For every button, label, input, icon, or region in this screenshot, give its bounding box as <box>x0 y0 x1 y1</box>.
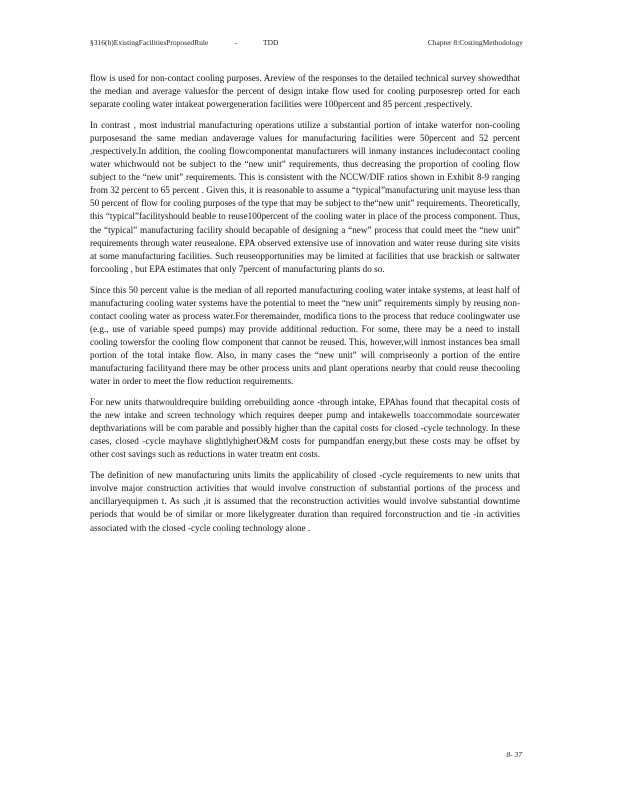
header-chapter-title: Chapter 8:CostingMethodology <box>427 38 523 47</box>
paragraph: For new units thatwouldrequire building orrebuilding aonce -through intake, EPAhas found that thecapital costs of the new intake and screen technology which requires deeper pump and intakewells toaccommodate sourcewater depthvariations will be com parable and possibly higher than the capital costs for closed -cycle technology. In these cases, closed -cycle mayhave slightlyhigherO&M costs for pumpandfan energy,but these costs may be offset by other cost savings such as reductions in water treatm ent costs. <box>90 397 520 460</box>
header-doc-type: TDD <box>263 38 279 47</box>
paragraph: Since this 50 percent value is the median of all reported manufacturing cooling water intake systems, at least half of manufacturing cooling water systems have the potential to meet the “new unit” requirements simply by reusing non- contact cooling water as process water.For theremainder, modifica tions to the process that reduce coolingwater use (e.g., use of variable speed pumps) may provide additional reduction. For some, there may be a need to install cooling towersfor the cooling flow component that cannot be reused. This, however,will inmost instances bea small portion of the total intake flow. Also, in many cases the “new unit” will compriseonly a portion of the entire manufacturing facilityand there may be other process units and plant operations nearby that could reuse thecooling water in order to meet the flow reduction requirements. <box>90 284 520 387</box>
document-body <box>90 72 520 543</box>
header-separator: - <box>235 38 238 47</box>
header-rule-title: §316(b)ExistingFacilitiesProposedRule <box>90 38 209 47</box>
paragraph: flow is used for non-contact cooling purposes. Areview of the responses to the detailed technical survey showedthat the median and average valuesfor the percent of design intake flow used for cooling purposesrep orted for each separate cooling water intakeat powergeneration facilities were 100percent and 85 percent ,respectively. <box>90 73 520 110</box>
page-number: 8- 37 <box>506 750 522 759</box>
paragraph: In contrast , most industrial manufacturing operations utilize a substantial portion of intake waterfor non-cooling purposesand the same median andaverage values for manufacturing facilities were 50percent and 52 percent ,respectively.In addition, the cooling flowcomponentat manufacturers will inmany instances includecontact cooling water whichwould not be subject to the “new unit” requirements, thus decreasing the proportion of cooling flow subject to the “new unit” requirements. This is consistent with the NCCW/DIF ratios shown in Exhibit 8-9 ranging from 32 percent to 65 percent . Given this, it is reasonable to assume a “typical”manufacturing unit mayuse less than 50 percent of flow for cooling purposes of the type that may be subject to the“new unit” requirements. Theoretically, this “typical”facilityshould beable to reuse100percent of the cooling water in place of the process component. Thus, the “typical” manufacturing facility should becapable of designing a “new” process that could meet the “new unit” requirements through water reusealone. EPA observed extensive use of innovation and water reuse during site visits at some manufacturing facilities. Such reuseopportunities may be limited at facilities that use brackish or saltwater forcooling , but EPA estimates that only 7percent of manufacturing plants do so. <box>90 120 520 274</box>
page-header <box>90 38 523 52</box>
paragraph: The definition of new manufacturing units limits the applicability of closed -cycle requirements to new units that involve major construction activities that would involve construction of substantial portions of the process and ancillaryequipmen t. As such ,it is assumed that the reconstruction activities would involve substantial downtime periods that would be of similar or more likelygreater duration than required forconstruction and tie -in activities associated with the closed -cycle cooling technology alone . <box>90 470 520 533</box>
